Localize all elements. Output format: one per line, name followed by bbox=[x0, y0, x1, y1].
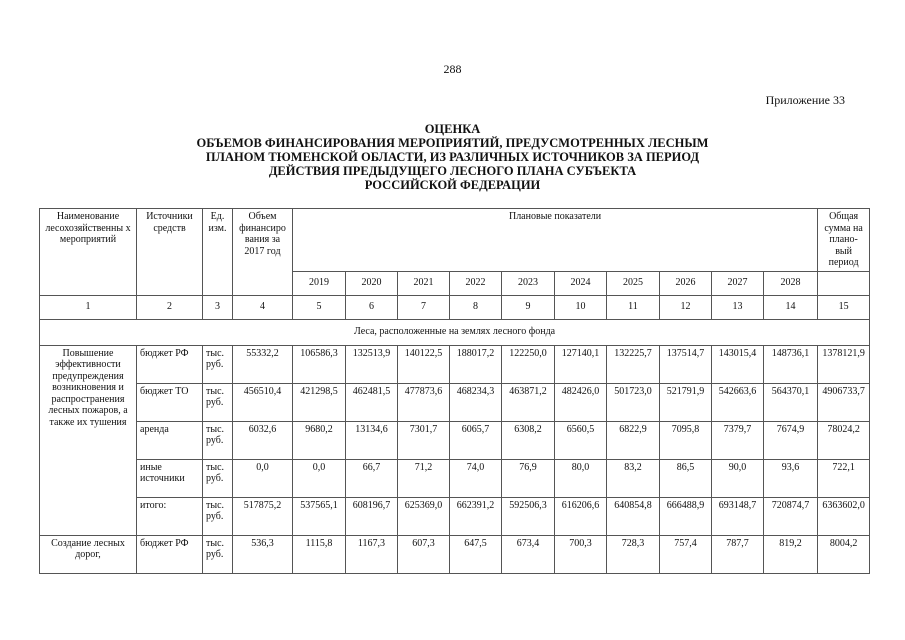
value-cell: 0,0 bbox=[233, 459, 293, 497]
header-activity: Наименование лесохозяйственны х мероприятий bbox=[40, 209, 137, 296]
source-cell: иные источники bbox=[137, 459, 203, 497]
source-cell: итого: bbox=[137, 497, 203, 535]
value-cell: 76,9 bbox=[502, 459, 555, 497]
column-number: 15 bbox=[818, 295, 870, 319]
value-cell: 421298,5 bbox=[293, 383, 346, 421]
appendix-label: Приложение 33 bbox=[765, 93, 845, 107]
header-row bbox=[40, 209, 870, 272]
value-cell: 122250,0 bbox=[502, 345, 555, 383]
column-number: 8 bbox=[450, 295, 502, 319]
column-number: 10 bbox=[555, 295, 607, 319]
unit-cell: тыс. руб. bbox=[203, 497, 233, 535]
column-number: 4 bbox=[233, 295, 293, 319]
title-line: ДЕЙСТВИЯ ПРЕДЫДУЩЕГО ЛЕСНОГО ПЛАНА СУБЪЕКТА bbox=[268, 164, 637, 178]
value-cell: 537565,1 bbox=[293, 497, 346, 535]
title-line: ПЛАНОМ ТЮМЕНСКОЙ ОБЛАСТИ, ИЗ РАЗЛИЧНЫХ ИСТОЧНИКОВ ЗА ПЕРИОД bbox=[205, 150, 700, 164]
year-cell: 2022 bbox=[450, 271, 502, 295]
value-cell: 608196,7 bbox=[346, 497, 398, 535]
value-cell: 501723,0 bbox=[607, 383, 660, 421]
activity-name: Создание лесных дорог, bbox=[40, 535, 137, 573]
year-cell: 2023 bbox=[502, 271, 555, 295]
value-cell: 6560,5 bbox=[555, 421, 607, 459]
value-cell: 700,3 bbox=[555, 535, 607, 573]
column-number: 3 bbox=[203, 295, 233, 319]
value-cell: 7379,7 bbox=[712, 421, 764, 459]
column-number: 1 bbox=[40, 295, 137, 319]
column-number: 5 bbox=[293, 295, 346, 319]
value-cell: 80,0 bbox=[555, 459, 607, 497]
value-cell: 517875,2 bbox=[233, 497, 293, 535]
value-cell: 137514,7 bbox=[660, 345, 712, 383]
value-cell: 542663,6 bbox=[712, 383, 764, 421]
value-cell: 140122,5 bbox=[398, 345, 450, 383]
value-cell: 456510,4 bbox=[233, 383, 293, 421]
section-row bbox=[40, 319, 870, 345]
document-title bbox=[0, 122, 905, 192]
value-cell: 1167,3 bbox=[346, 535, 398, 573]
source-cell: бюджет РФ bbox=[137, 345, 203, 383]
value-cell: 468234,3 bbox=[450, 383, 502, 421]
value-cell: 6363602,0 bbox=[818, 497, 870, 535]
value-cell: 4906733,7 bbox=[818, 383, 870, 421]
column-number: 7 bbox=[398, 295, 450, 319]
column-number: 14 bbox=[764, 295, 818, 319]
value-cell: 71,2 bbox=[398, 459, 450, 497]
financing-table bbox=[39, 208, 870, 574]
value-cell: 7301,7 bbox=[398, 421, 450, 459]
unit-cell: тыс. руб. bbox=[203, 345, 233, 383]
value-cell: 148736,1 bbox=[764, 345, 818, 383]
value-cell: 143015,4 bbox=[712, 345, 764, 383]
header-unit: Ед. изм. bbox=[203, 209, 233, 296]
value-cell: 463871,2 bbox=[502, 383, 555, 421]
year-cell: 2019 bbox=[293, 271, 346, 295]
value-cell: 90,0 bbox=[712, 459, 764, 497]
value-cell: 6308,2 bbox=[502, 421, 555, 459]
value-cell: 0,0 bbox=[293, 459, 346, 497]
column-number: 11 bbox=[607, 295, 660, 319]
value-cell: 66,7 bbox=[346, 459, 398, 497]
page-number: 288 bbox=[443, 62, 462, 76]
header-source: Источники средств bbox=[137, 209, 203, 296]
value-cell: 1378121,9 bbox=[818, 345, 870, 383]
activity-name: Повышение эффективности предупреждения возникновения и распространения лесных пожаров, а также их тушения bbox=[40, 345, 137, 535]
title-line: ОЦЕНКА bbox=[424, 122, 481, 136]
column-number: 13 bbox=[712, 295, 764, 319]
value-cell: 132225,7 bbox=[607, 345, 660, 383]
title-line: ОБЪЕМОВ ФИНАНСИРОВАНИЯ МЕРОПРИЯТИЙ, ПРЕДУСМОТРЕННЫХ ЛЕСНЫМ bbox=[196, 136, 709, 150]
unit-cell: тыс. руб. bbox=[203, 383, 233, 421]
value-cell: 757,4 bbox=[660, 535, 712, 573]
year-cell: 2024 bbox=[555, 271, 607, 295]
value-cell: 728,3 bbox=[607, 535, 660, 573]
section-title: Леса, расположенные на землях лесного фонда bbox=[40, 319, 870, 345]
value-cell: 13134,6 bbox=[346, 421, 398, 459]
value-cell: 536,3 bbox=[233, 535, 293, 573]
value-cell: 1115,8 bbox=[293, 535, 346, 573]
value-cell: 625369,0 bbox=[398, 497, 450, 535]
value-cell: 647,5 bbox=[450, 535, 502, 573]
year-cell: 2025 bbox=[607, 271, 660, 295]
value-cell: 86,5 bbox=[660, 459, 712, 497]
value-cell: 482426,0 bbox=[555, 383, 607, 421]
header-planned: Плановые показатели bbox=[293, 209, 818, 272]
value-cell: 78024,2 bbox=[818, 421, 870, 459]
unit-cell: тыс. руб. bbox=[203, 535, 233, 573]
unit-cell: тыс. руб. bbox=[203, 421, 233, 459]
value-cell: 8004,2 bbox=[818, 535, 870, 573]
value-cell: 132513,9 bbox=[346, 345, 398, 383]
value-cell: 106586,3 bbox=[293, 345, 346, 383]
header-total: Общая сумма на плано-вый период bbox=[818, 209, 870, 272]
year-cell: 2021 bbox=[398, 271, 450, 295]
year-cell-empty bbox=[818, 271, 870, 295]
column-numbers-row bbox=[40, 295, 870, 319]
table-row bbox=[40, 497, 870, 535]
value-cell: 720874,7 bbox=[764, 497, 818, 535]
value-cell: 477873,6 bbox=[398, 383, 450, 421]
value-cell: 6822,9 bbox=[607, 421, 660, 459]
year-cell: 2027 bbox=[712, 271, 764, 295]
column-number: 2 bbox=[137, 295, 203, 319]
value-cell: 819,2 bbox=[764, 535, 818, 573]
source-cell: аренда bbox=[137, 421, 203, 459]
value-cell: 640854,8 bbox=[607, 497, 660, 535]
source-cell: бюджет РФ bbox=[137, 535, 203, 573]
value-cell: 616206,6 bbox=[555, 497, 607, 535]
year-cell: 2020 bbox=[346, 271, 398, 295]
value-cell: 722,1 bbox=[818, 459, 870, 497]
value-cell: 127140,1 bbox=[555, 345, 607, 383]
value-cell: 693148,7 bbox=[712, 497, 764, 535]
value-cell: 7095,8 bbox=[660, 421, 712, 459]
value-cell: 787,7 bbox=[712, 535, 764, 573]
source-cell: бюджет ТО bbox=[137, 383, 203, 421]
value-cell: 83,2 bbox=[607, 459, 660, 497]
table-row bbox=[40, 459, 870, 497]
table-row bbox=[40, 345, 870, 383]
value-cell: 93,6 bbox=[764, 459, 818, 497]
value-cell: 74,0 bbox=[450, 459, 502, 497]
table-row bbox=[40, 421, 870, 459]
value-cell: 6065,7 bbox=[450, 421, 502, 459]
table-row bbox=[40, 535, 870, 573]
value-cell: 666488,9 bbox=[660, 497, 712, 535]
value-cell: 55332,2 bbox=[233, 345, 293, 383]
header-volume-2017: Объем финансиро вания за 2017 год bbox=[233, 209, 293, 296]
value-cell: 673,4 bbox=[502, 535, 555, 573]
unit-cell: тыс. руб. bbox=[203, 459, 233, 497]
year-cell: 2026 bbox=[660, 271, 712, 295]
table-row bbox=[40, 383, 870, 421]
year-cell: 2028 bbox=[764, 271, 818, 295]
value-cell: 188017,2 bbox=[450, 345, 502, 383]
value-cell: 7674,9 bbox=[764, 421, 818, 459]
value-cell: 662391,2 bbox=[450, 497, 502, 535]
column-number: 6 bbox=[346, 295, 398, 319]
title-line: РОССИЙСКОЙ ФЕДЕРАЦИИ bbox=[364, 178, 541, 192]
value-cell: 9680,2 bbox=[293, 421, 346, 459]
column-number: 12 bbox=[660, 295, 712, 319]
value-cell: 592506,3 bbox=[502, 497, 555, 535]
column-number: 9 bbox=[502, 295, 555, 319]
value-cell: 462481,5 bbox=[346, 383, 398, 421]
value-cell: 564370,1 bbox=[764, 383, 818, 421]
value-cell: 607,3 bbox=[398, 535, 450, 573]
value-cell: 521791,9 bbox=[660, 383, 712, 421]
value-cell: 6032,6 bbox=[233, 421, 293, 459]
